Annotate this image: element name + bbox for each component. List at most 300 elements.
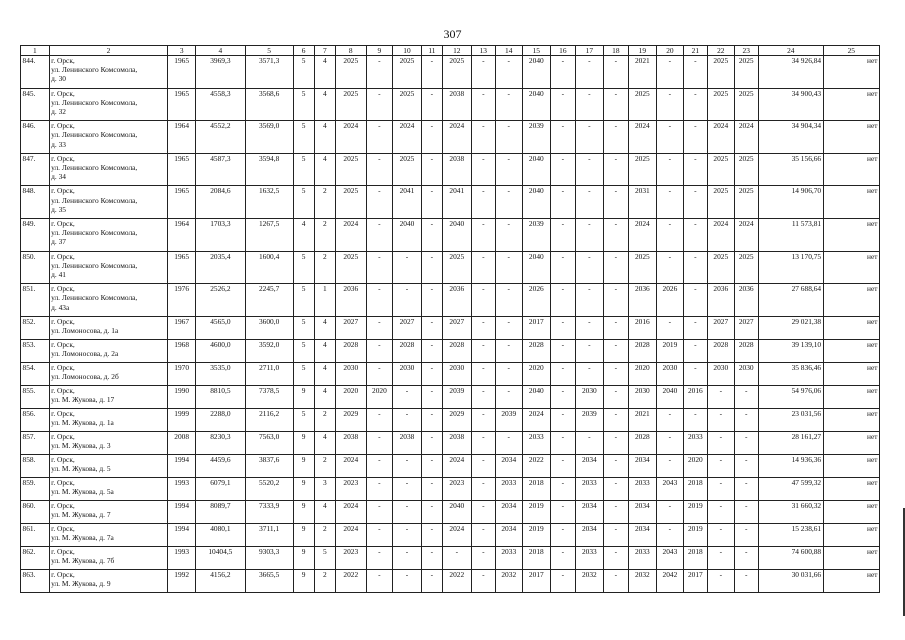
cell-col-16: - <box>551 477 575 500</box>
cell-col-18: - <box>604 431 628 454</box>
column-header-15: 15 <box>522 46 551 56</box>
cell-col-7: 1 <box>314 284 335 317</box>
cell-col-20: - <box>657 500 684 523</box>
cell-col-13: - <box>471 218 495 251</box>
address-line: ул. Ленинского Комсомола, <box>51 130 138 140</box>
cell-col-8: 2020 <box>335 385 366 408</box>
cell-col-19: 2032 <box>628 569 657 592</box>
address-line: д. 34 <box>51 172 66 182</box>
cell-col-12: 2038 <box>442 88 471 121</box>
cell-col-12: 2023 <box>442 477 471 500</box>
cell-col-22: - <box>708 477 735 500</box>
cell-col-25: нет <box>823 339 879 362</box>
cell-col-6: 5 <box>293 56 314 89</box>
cell-col-11: - <box>421 186 442 219</box>
table-row <box>21 121 880 154</box>
cell-col-24: 39 139,10 <box>758 339 823 362</box>
cell-col-4: 6079,1 <box>195 477 245 500</box>
cell-col-19: 2036 <box>628 284 657 317</box>
address-line: ул. Ленинского Комсомола, <box>51 293 138 303</box>
column-header-25: 25 <box>823 46 879 56</box>
cell-col-24: 13 170,75 <box>758 251 823 284</box>
cell-col-12: 2025 <box>442 251 471 284</box>
cell-col-23: 2025 <box>734 153 758 186</box>
column-header-5: 5 <box>245 46 293 56</box>
row-number: 863. <box>21 569 50 592</box>
cell-col-17: 2033 <box>575 546 604 569</box>
cell-col-3: 1965 <box>168 88 196 121</box>
cell-col-20: - <box>657 218 684 251</box>
cell-col-4: 2526,2 <box>195 284 245 317</box>
cell-col-8: 2025 <box>335 153 366 186</box>
cell-col-3: 1968 <box>168 339 196 362</box>
cell-col-21: 2017 <box>683 569 707 592</box>
cell-col-17: - <box>575 153 604 186</box>
table-row <box>21 431 880 454</box>
cell-col-19: 2030 <box>628 385 657 408</box>
address-line: ул. М. Жукова, д. 5а <box>51 486 114 496</box>
cell-col-4: 10404,5 <box>195 546 245 569</box>
cell-col-23: 2036 <box>734 284 758 317</box>
column-header-13: 13 <box>471 46 495 56</box>
address-cell <box>49 362 168 385</box>
cell-col-15: 2040 <box>522 186 551 219</box>
cell-col-3: 1965 <box>168 251 196 284</box>
cell-col-12: 2024 <box>442 121 471 154</box>
cell-col-12: 2029 <box>442 408 471 431</box>
cell-col-22: 2036 <box>708 284 735 317</box>
address-cell <box>49 218 168 251</box>
cell-col-6: 9 <box>293 546 314 569</box>
column-header-6: 6 <box>293 46 314 56</box>
cell-col-21: - <box>683 339 707 362</box>
row-number: 848. <box>21 186 50 219</box>
row-number: 846. <box>21 121 50 154</box>
address-cell <box>49 251 168 284</box>
cell-col-10: 2038 <box>393 431 422 454</box>
cell-col-8: 2025 <box>335 186 366 219</box>
row-number: 862. <box>21 546 50 569</box>
cell-col-13: - <box>471 251 495 284</box>
cell-col-16: - <box>551 153 575 186</box>
cell-col-9: - <box>366 251 393 284</box>
cell-col-8: 2025 <box>335 88 366 121</box>
cell-col-6: 5 <box>293 153 314 186</box>
cell-col-9: - <box>366 500 393 523</box>
cell-col-15: 2040 <box>522 153 551 186</box>
row-number: 859. <box>21 477 50 500</box>
address-cell <box>49 56 168 89</box>
cell-col-25: нет <box>823 500 879 523</box>
cell-col-6: 9 <box>293 500 314 523</box>
cell-col-19: 2034 <box>628 454 657 477</box>
cell-col-12: 2040 <box>442 500 471 523</box>
address-cell <box>49 523 168 546</box>
cell-col-3: 1992 <box>168 569 196 592</box>
cell-col-13: - <box>471 153 495 186</box>
table-row <box>21 362 880 385</box>
cell-col-13: - <box>471 477 495 500</box>
cell-col-11: - <box>421 569 442 592</box>
cell-col-5: 5520,2 <box>245 477 293 500</box>
cell-col-6: 5 <box>293 316 314 339</box>
cell-col-18: - <box>604 500 628 523</box>
cell-col-21: - <box>683 218 707 251</box>
row-number: 853. <box>21 339 50 362</box>
row-number: 850. <box>21 251 50 284</box>
cell-col-13: - <box>471 431 495 454</box>
cell-col-17: 2039 <box>575 408 604 431</box>
cell-col-5: 3837,6 <box>245 454 293 477</box>
row-number: 854. <box>21 362 50 385</box>
cell-col-18: - <box>604 284 628 317</box>
cell-col-24: 74 600,88 <box>758 546 823 569</box>
cell-col-24: 27 688,64 <box>758 284 823 317</box>
cell-col-12: 2038 <box>442 431 471 454</box>
cell-col-24: 14 906,70 <box>758 186 823 219</box>
cell-col-13: - <box>471 546 495 569</box>
cell-col-14: - <box>496 121 523 154</box>
cell-col-23: - <box>734 569 758 592</box>
cell-col-3: 1965 <box>168 56 196 89</box>
cell-col-19: 2016 <box>628 316 657 339</box>
address-line: ул. М. Жукова, д. 5 <box>51 463 111 473</box>
cell-col-5: 2711,0 <box>245 362 293 385</box>
cell-col-20: 2043 <box>657 546 684 569</box>
cell-col-11: - <box>421 121 442 154</box>
page-number: 307 <box>443 27 462 41</box>
cell-col-6: 9 <box>293 523 314 546</box>
cell-col-17: - <box>575 339 604 362</box>
cell-col-11: - <box>421 153 442 186</box>
cell-col-24: 34 900,43 <box>758 88 823 121</box>
row-number: 849. <box>21 218 50 251</box>
cell-col-15: 2022 <box>522 454 551 477</box>
cell-col-13: - <box>471 362 495 385</box>
cell-col-12: 2038 <box>442 153 471 186</box>
cell-col-16: - <box>551 316 575 339</box>
cell-col-12: 2028 <box>442 339 471 362</box>
cell-col-5: 7378,5 <box>245 385 293 408</box>
cell-col-10: - <box>393 477 422 500</box>
table-row <box>21 153 880 186</box>
cell-col-25: нет <box>823 316 879 339</box>
cell-col-15: 2024 <box>522 408 551 431</box>
cell-col-24: 34 926,84 <box>758 56 823 89</box>
cell-col-22: - <box>708 569 735 592</box>
cell-col-17: - <box>575 251 604 284</box>
cell-col-22: - <box>708 454 735 477</box>
address-line: ул. Ленинского Комсомола, <box>51 97 138 107</box>
cell-col-16: - <box>551 523 575 546</box>
cell-col-23: - <box>734 431 758 454</box>
row-number: 844. <box>21 56 50 89</box>
cell-col-14: - <box>496 284 523 317</box>
address-cell <box>49 88 168 121</box>
column-header-3: 3 <box>168 46 196 56</box>
cell-col-12: 2030 <box>442 362 471 385</box>
cell-col-18: - <box>604 408 628 431</box>
address-cell <box>49 284 168 317</box>
cell-col-20: 2026 <box>657 284 684 317</box>
cell-col-20: - <box>657 316 684 339</box>
cell-col-22: 2028 <box>708 339 735 362</box>
cell-col-23: - <box>734 546 758 569</box>
cell-col-12: 2024 <box>442 454 471 477</box>
cell-col-13: - <box>471 569 495 592</box>
cell-col-20: - <box>657 454 684 477</box>
cell-col-11: - <box>421 477 442 500</box>
address-line: ул. Ленинского Комсомола, <box>51 162 138 172</box>
cell-col-6: 5 <box>293 186 314 219</box>
cell-col-11: - <box>421 56 442 89</box>
cell-col-12: 2036 <box>442 284 471 317</box>
cell-col-16: - <box>551 186 575 219</box>
cell-col-16: - <box>551 56 575 89</box>
cell-col-14: 2032 <box>496 569 523 592</box>
cell-col-10: 2030 <box>393 362 422 385</box>
cell-col-21: 2019 <box>683 500 707 523</box>
cell-col-13: - <box>471 385 495 408</box>
address-line: д. 30 <box>51 74 66 84</box>
table-row <box>21 218 880 251</box>
cell-col-23: 2030 <box>734 362 758 385</box>
table-body <box>21 56 880 593</box>
address-cell <box>49 385 168 408</box>
cell-col-14: 2039 <box>496 408 523 431</box>
cell-col-9: - <box>366 454 393 477</box>
cell-col-24: 15 238,61 <box>758 523 823 546</box>
cell-col-4: 4558,3 <box>195 88 245 121</box>
cell-col-17: 2034 <box>575 454 604 477</box>
cell-col-5: 7563,0 <box>245 431 293 454</box>
address-cell <box>49 153 168 186</box>
cell-col-5: 1267,5 <box>245 218 293 251</box>
cell-col-15: 2019 <box>522 500 551 523</box>
cell-col-19: 2025 <box>628 88 657 121</box>
cell-col-9: - <box>366 218 393 251</box>
cell-col-23: - <box>734 500 758 523</box>
cell-col-3: 1994 <box>168 454 196 477</box>
row-number: 860. <box>21 500 50 523</box>
cell-col-18: - <box>604 121 628 154</box>
cell-col-22: 2025 <box>708 56 735 89</box>
cell-col-20: - <box>657 121 684 154</box>
cell-col-8: 2036 <box>335 284 366 317</box>
cell-col-4: 8810,5 <box>195 385 245 408</box>
cell-col-21: 2018 <box>683 546 707 569</box>
cell-col-21: 2019 <box>683 523 707 546</box>
address-cell <box>49 408 168 431</box>
cell-col-4: 4600,0 <box>195 339 245 362</box>
address-line: г. Орск, <box>51 385 75 395</box>
cell-col-8: 2027 <box>335 316 366 339</box>
cell-col-18: - <box>604 339 628 362</box>
cell-col-25: нет <box>823 218 879 251</box>
cell-col-9: - <box>366 523 393 546</box>
address-line: ул. М. Жукова, д. 17 <box>51 394 115 404</box>
cell-col-7: 4 <box>314 316 335 339</box>
cell-col-8: 2024 <box>335 523 366 546</box>
cell-col-14: - <box>496 385 523 408</box>
cell-col-23: 2024 <box>734 218 758 251</box>
cell-col-19: 2021 <box>628 56 657 89</box>
cell-col-5: 3568,6 <box>245 88 293 121</box>
cell-col-10: 2028 <box>393 339 422 362</box>
cell-col-18: - <box>604 362 628 385</box>
cell-col-10: 2027 <box>393 316 422 339</box>
cell-col-15: 2039 <box>522 121 551 154</box>
address-line: г. Орск, <box>51 454 75 464</box>
cell-col-15: 2017 <box>522 316 551 339</box>
cell-col-15: 2040 <box>522 251 551 284</box>
cell-col-17: - <box>575 284 604 317</box>
cell-col-8: 2024 <box>335 500 366 523</box>
cell-col-22: 2027 <box>708 316 735 339</box>
column-header-1: 1 <box>21 46 50 56</box>
cell-col-23: - <box>734 523 758 546</box>
cell-col-10: - <box>393 454 422 477</box>
cell-col-20: 2042 <box>657 569 684 592</box>
cell-col-20: 2030 <box>657 362 684 385</box>
column-header-8: 8 <box>335 46 366 56</box>
cell-col-6: 5 <box>293 339 314 362</box>
column-number-row <box>21 46 880 56</box>
cell-col-7: 2 <box>314 523 335 546</box>
cell-col-21: - <box>683 251 707 284</box>
table-row <box>21 385 880 408</box>
cell-col-8: 2030 <box>335 362 366 385</box>
row-number: 845. <box>21 88 50 121</box>
cell-col-9: - <box>366 546 393 569</box>
cell-col-11: - <box>421 408 442 431</box>
cell-col-6: 9 <box>293 385 314 408</box>
cell-col-20: - <box>657 408 684 431</box>
cell-col-24: 28 161,27 <box>758 431 823 454</box>
address-line: г. Орск, <box>51 316 75 326</box>
cell-col-10: - <box>393 385 422 408</box>
cell-col-16: - <box>551 339 575 362</box>
address-line: ул. М. Жукова, д. 9 <box>51 578 111 588</box>
cell-col-14: - <box>496 88 523 121</box>
cell-col-7: 4 <box>314 121 335 154</box>
cell-col-10: - <box>393 500 422 523</box>
cell-col-21: - <box>683 362 707 385</box>
cell-col-21: - <box>683 56 707 89</box>
cell-col-23: 2025 <box>734 186 758 219</box>
cell-col-20: - <box>657 153 684 186</box>
cell-col-24: 35 836,46 <box>758 362 823 385</box>
address-line: ул. Ленинского Комсомола, <box>51 195 138 205</box>
address-line: г. Орск, <box>51 477 75 487</box>
cell-col-19: 2033 <box>628 477 657 500</box>
address-cell <box>49 454 168 477</box>
cell-col-19: 2028 <box>628 339 657 362</box>
cell-col-12: 2039 <box>442 385 471 408</box>
column-header-4: 4 <box>195 46 245 56</box>
table-row <box>21 408 880 431</box>
cell-col-23: - <box>734 477 758 500</box>
cell-col-17: - <box>575 121 604 154</box>
table-row <box>21 316 880 339</box>
cell-col-10: 2024 <box>393 121 422 154</box>
row-number: 847. <box>21 153 50 186</box>
cell-col-6: 5 <box>293 362 314 385</box>
cell-col-8: 2022 <box>335 569 366 592</box>
cell-col-6: 9 <box>293 431 314 454</box>
cell-col-6: 4 <box>293 218 314 251</box>
table-row <box>21 454 880 477</box>
cell-col-23: 2024 <box>734 121 758 154</box>
cell-col-15: 2026 <box>522 284 551 317</box>
cell-col-6: 5 <box>293 408 314 431</box>
address-line: ул. М. Жукова, д. 7б <box>51 555 115 565</box>
cell-col-25: нет <box>823 362 879 385</box>
cell-col-21: - <box>683 284 707 317</box>
cell-col-22: - <box>708 546 735 569</box>
cell-col-20: - <box>657 88 684 121</box>
cell-col-19: 2021 <box>628 408 657 431</box>
cell-col-25: нет <box>823 523 879 546</box>
address-line: ул. М. Жукова, д. 7а <box>51 532 114 542</box>
cell-col-3: 2008 <box>168 431 196 454</box>
cell-col-18: - <box>604 56 628 89</box>
cell-col-20: - <box>657 251 684 284</box>
cell-col-6: 5 <box>293 121 314 154</box>
cell-col-25: нет <box>823 477 879 500</box>
cell-col-10: - <box>393 251 422 284</box>
cell-col-7: 4 <box>314 88 335 121</box>
row-number: 852. <box>21 316 50 339</box>
cell-col-7: 4 <box>314 385 335 408</box>
cell-col-3: 1994 <box>168 523 196 546</box>
cell-col-25: нет <box>823 251 879 284</box>
cell-col-23: 2025 <box>734 88 758 121</box>
cell-col-8: 2025 <box>335 251 366 284</box>
cell-col-5: 3665,5 <box>245 569 293 592</box>
cell-col-11: - <box>421 385 442 408</box>
cell-col-14: 2034 <box>496 500 523 523</box>
cell-col-4: 4156,2 <box>195 569 245 592</box>
cell-col-11: - <box>421 546 442 569</box>
cell-col-14: - <box>496 362 523 385</box>
cell-col-5: 3594,8 <box>245 153 293 186</box>
cell-col-10: 2041 <box>393 186 422 219</box>
cell-col-19: 2028 <box>628 431 657 454</box>
cell-col-7: 2 <box>314 218 335 251</box>
cell-col-22: - <box>708 500 735 523</box>
cell-col-7: 2 <box>314 454 335 477</box>
cell-col-11: - <box>421 339 442 362</box>
cell-col-25: нет <box>823 385 879 408</box>
cell-col-4: 8089,7 <box>195 500 245 523</box>
cell-col-25: нет <box>823 121 879 154</box>
cell-col-6: 5 <box>293 88 314 121</box>
cell-col-15: 2033 <box>522 431 551 454</box>
column-header-24: 24 <box>758 46 823 56</box>
row-number: 861. <box>21 523 50 546</box>
column-header-2: 2 <box>49 46 168 56</box>
cell-col-3: 1967 <box>168 316 196 339</box>
address-line: г. Орск, <box>51 500 75 510</box>
cell-col-18: - <box>604 153 628 186</box>
cell-col-25: нет <box>823 454 879 477</box>
cell-col-8: 2029 <box>335 408 366 431</box>
cell-col-16: - <box>551 408 575 431</box>
cell-col-7: 2 <box>314 408 335 431</box>
cell-col-24: 29 021,38 <box>758 316 823 339</box>
column-header-23: 23 <box>734 46 758 56</box>
